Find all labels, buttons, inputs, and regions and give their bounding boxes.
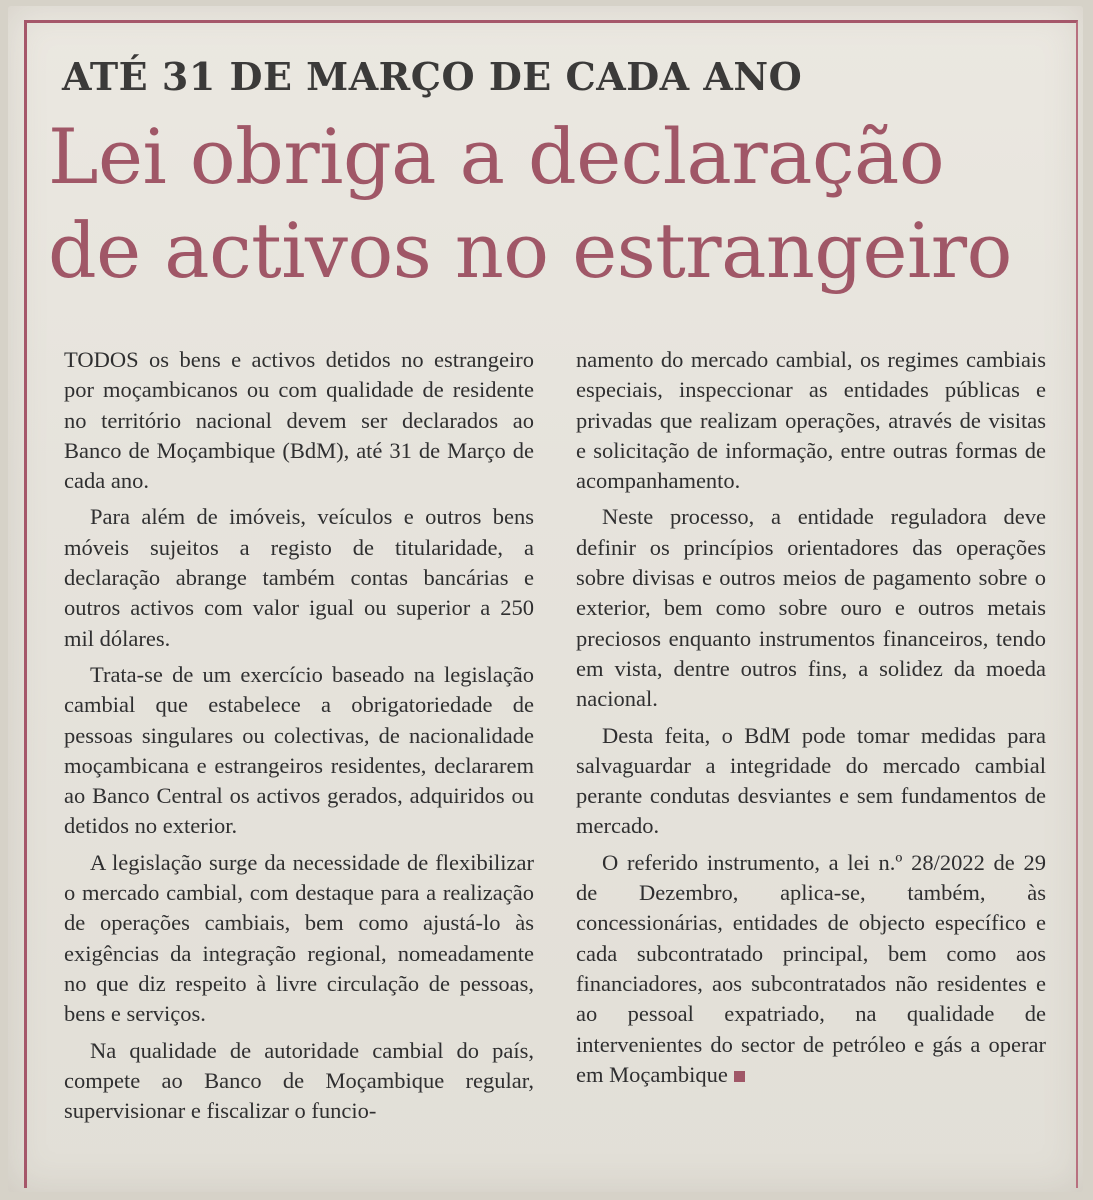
- paragraph-1: TODOS os bens e activos detidos no estrangeiro por moçambicanos ou com qualidade de residente no território nacional devem ser declarados ao Banco de Moçambique (BdM), até 31 de Março de cada ano.: [64, 347, 534, 494]
- paragraph-5: Na qualidade de autoridade cambial do país, compete ao Banco de Moçambique regular, supervisionar e fiscalizar o funcio-: [64, 1037, 534, 1124]
- paragraph-4: A legislação surge da necessidade de flexibilizar o mercado cambial, com destaque para a realização de operações cambiais, bem como ajustá-lo às exigências da integração regional, nomeadamente no que diz respeito à livre circulação de pessoas, bens e serviços.: [64, 849, 534, 1027]
- paragraph-8: Desta feita, o BdM pode tomar medidas para salvaguardar a integridade do mercado cambial perante condutas desviantes e sem fundamentos de mercado.: [576, 722, 1046, 839]
- headline-line-2: de activos no estrangeiro: [48, 206, 1012, 295]
- article-headline: [48, 110, 1058, 298]
- paragraph-2: Para além de imóveis, veículos e outros bens móveis sujeitos a registo de titularidade, a declaração abrange também contas bancárias e outros activos com valor igual ou superior a 250 mil dólares.: [64, 504, 534, 651]
- paragraph-6: namento do mercado cambial, os regimes cambiais especiais, inspeccionar as entidades públicas e privadas que realizam operações, através de visitas e solicitação de informação, entre outras formas de acompanhamento.: [576, 347, 1046, 494]
- paragraph-7: Neste processo, a entidade reguladora deve definir os princípios orientadores das operações sobre divisas e outros meios de pagamento sobre o exterior, bem como sobre ouro e outros metais preciosos enquanto instrumentos financeiros, tendo em vista, dentre outros fins, a solidez da moeda nacional.: [576, 504, 1046, 712]
- headline-line-1: Lei obriga a declaração: [48, 112, 945, 201]
- paragraph-9: [576, 848, 1046, 1090]
- end-of-article-square-icon: [734, 1071, 745, 1082]
- paragraph-9-text: O referido instrumento, a lei n.º 28/2022 de 29 de Dezembro, aplica-se, também, às concessionárias, entidades de objecto específico e cada subcontratado principal, bem como aos financiadores, aos subcontratados não residentes e ao pessoal expatriado, na qualidade de intervenientes do sector de petróleo e gás a operar em Moçambique: [576, 849, 1046, 1087]
- article-column-right: [576, 345, 1046, 1096]
- article-kicker: ATÉ 31 DE MARÇO DE CADA ANO: [62, 54, 803, 99]
- paragraph-3: Trata-se de um exercício baseado na legislação cambial que estabelece a obrigatoriedade de pessoas singulares ou colectivas, de nacionalidade moçambicana e estrangeiros residentes, declararem ao Banco Central os activos gerados, adquiridos ou detidos no exterior.: [64, 661, 534, 839]
- article-column-left: [64, 345, 534, 1132]
